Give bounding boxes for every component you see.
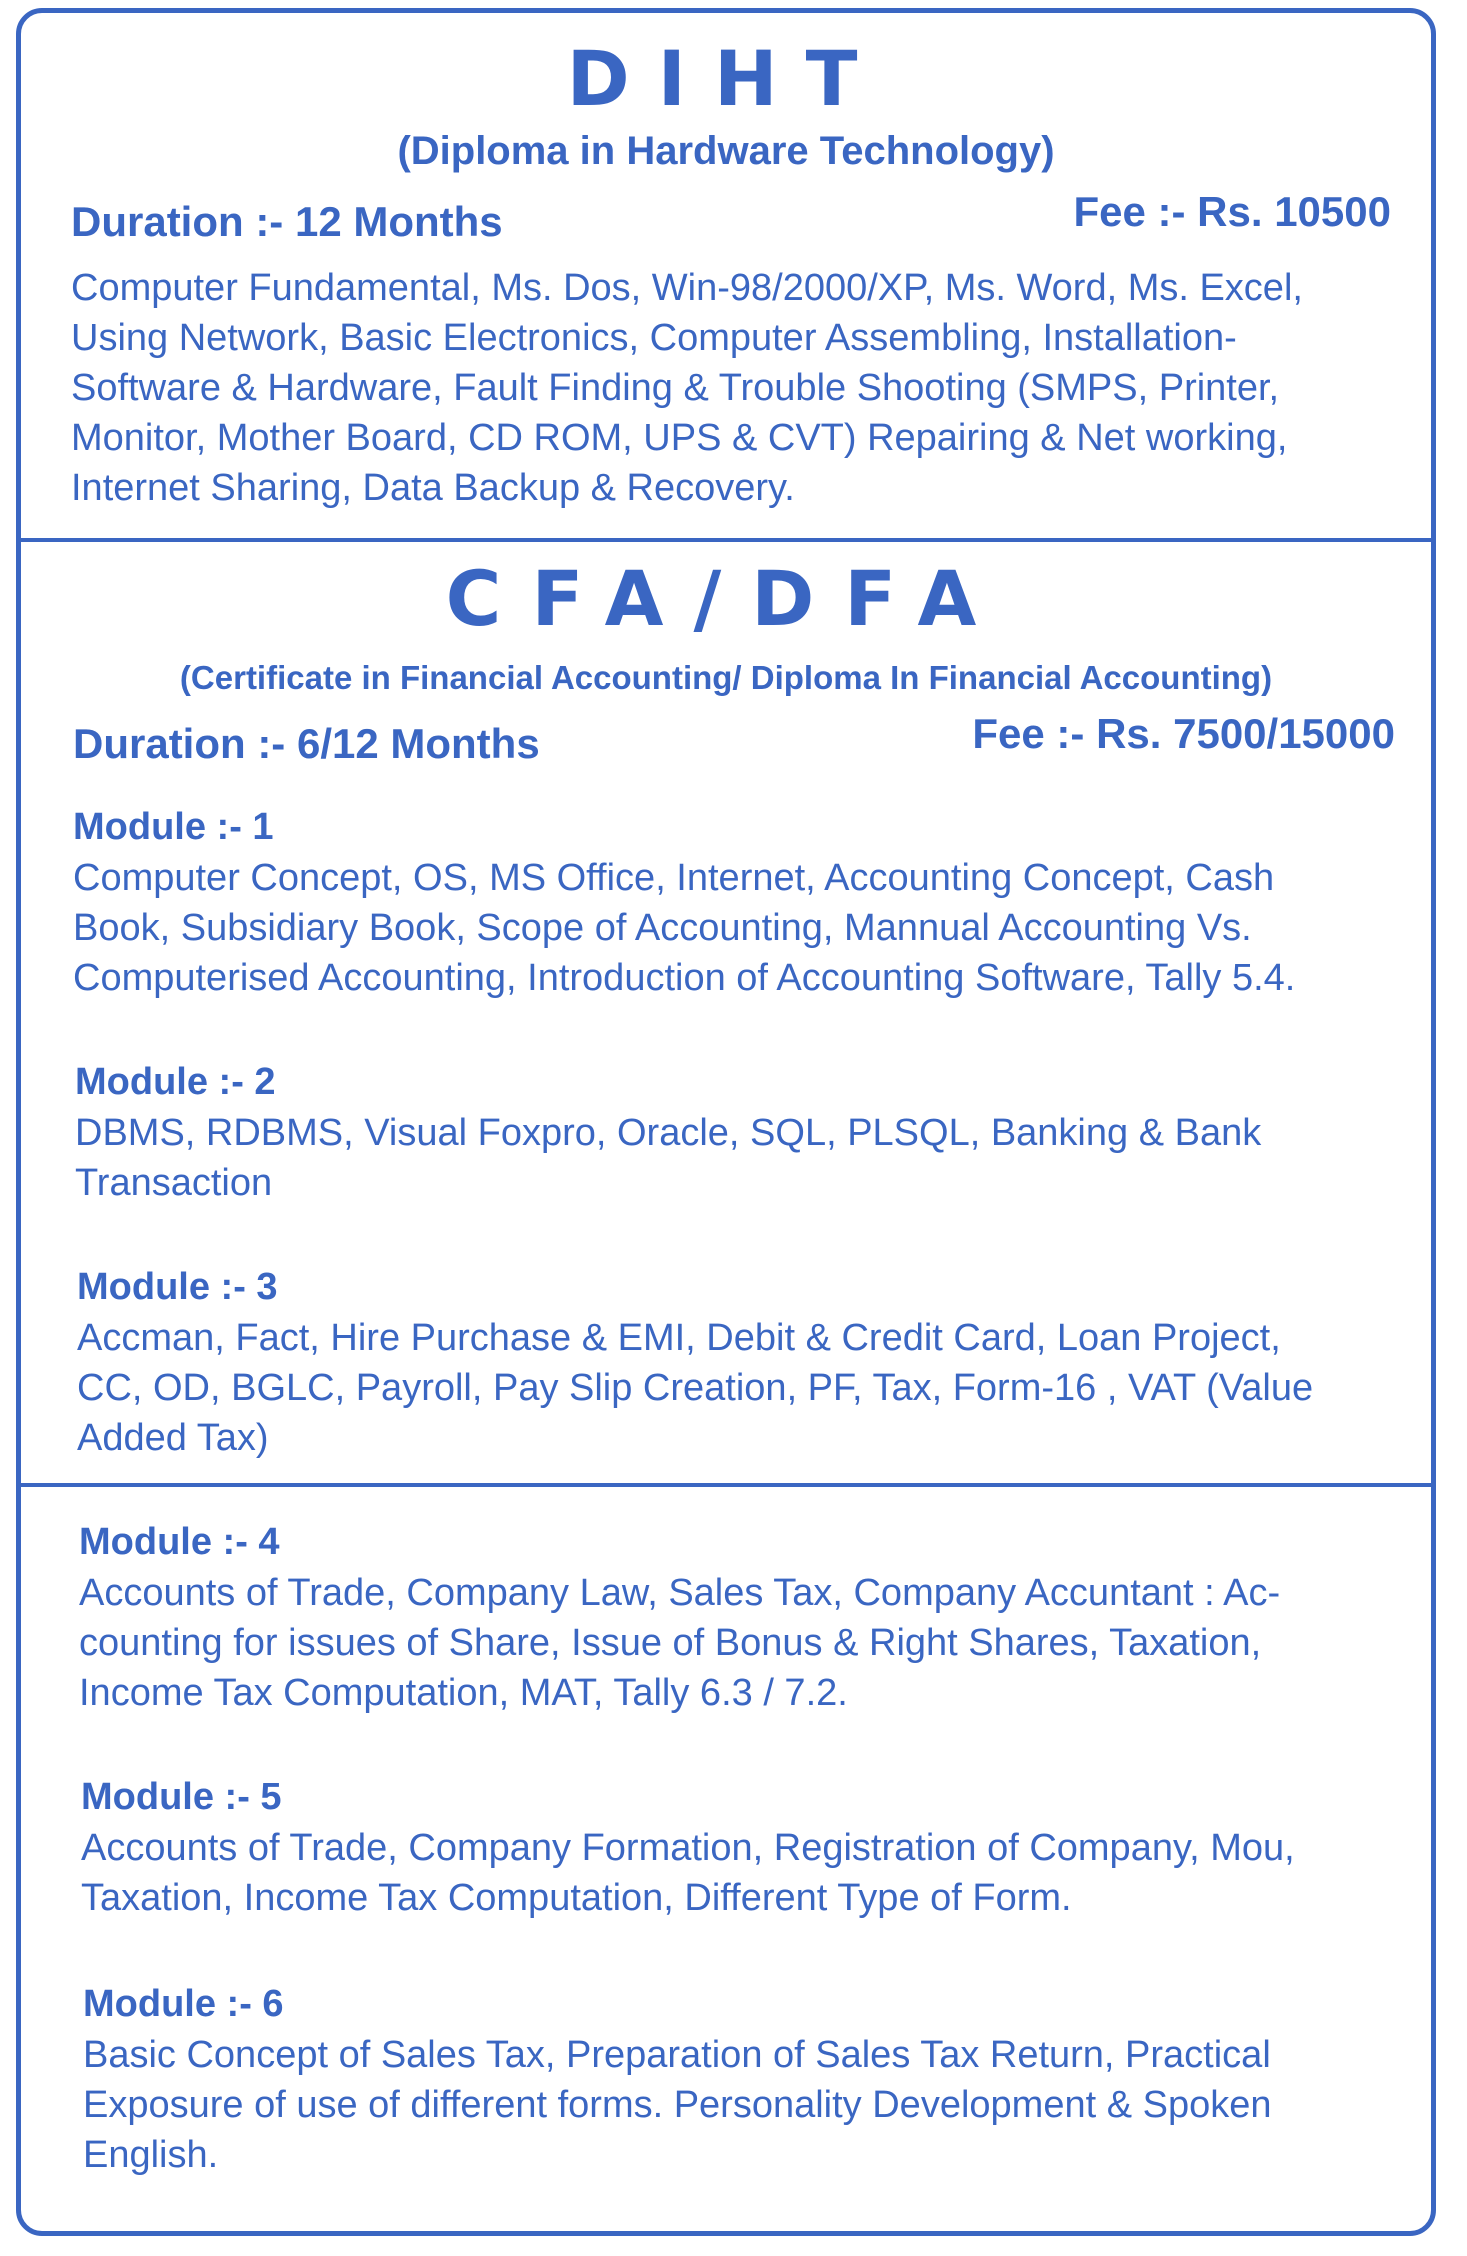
cfa-fee: Fee :- Rs. 7500/15000 (972, 710, 1395, 757)
text-line: Exposure of use of different forms. Personality Development & Spoken (83, 2084, 1272, 2126)
text-line: Taxation, Income Tax Computation, Different Type of Form. (81, 1877, 1072, 1919)
text-line: Internet Sharing, Data Backup & Recovery. (71, 467, 795, 509)
diht-subtitle: (Diploma in Hardware Technology) (397, 129, 1055, 173)
module-1-heading: Module :- 1 (73, 806, 274, 848)
module-3-description (77, 1313, 1427, 1463)
text-line: Added Tax) (77, 1417, 269, 1459)
module-4-description (79, 1568, 1429, 1718)
diht-title: DIHT (566, 34, 886, 123)
module-6-heading: Module :- 6 (83, 1983, 284, 2025)
cfa-subtitle: (Certificate in Financial Accounting/ Diploma In Financial Accounting) (179, 659, 1273, 696)
cfa-title: CFA/DFA (445, 554, 1007, 643)
text-line: Computer Fundamental, Ms. Dos, Win-98/2000/XP, Ms. Word, Ms. Excel, (71, 267, 1303, 309)
text-line: Computerised Accounting, Introduction of Accounting Software, Tally 5.4. (73, 957, 1296, 999)
text-line: English. (83, 2134, 219, 2176)
module-5-description (81, 1823, 1431, 1923)
text-line: Accounts of Trade, Company Formation, Registration of Company, Mou, (81, 1827, 1295, 1869)
text-line: Basic Concept of Sales Tax, Preparation of Sales Tax Return, Practical (83, 2034, 1271, 2076)
text-line: Using Network, Basic Electronics, Computer Assembling, Installation- (71, 317, 1237, 359)
diht-fee: Fee :- Rs. 10500 (1073, 188, 1391, 235)
module-5-heading: Module :- 5 (81, 1776, 282, 1818)
course-brochure-frame (16, 8, 1436, 2236)
section-divider (21, 538, 1431, 542)
text-line: DBMS, RDBMS, Visual Foxpro, Oracle, SQL, PLSQL, Banking & Bank (75, 1112, 1262, 1154)
cfa-duration: Duration :- 6/12 Months (73, 720, 540, 767)
text-line: CC, OD, BGLC, Payroll, Pay Slip Creation, PF, Tax, Form-16 , VAT (Value (77, 1367, 1314, 1409)
module-3-heading: Module :- 3 (77, 1266, 278, 1308)
diht-description (71, 263, 1411, 513)
module-2-description (75, 1108, 1425, 1208)
module-6-description (83, 2030, 1433, 2180)
module-4-heading: Module :- 4 (79, 1521, 280, 1563)
section-divider (21, 1483, 1431, 1487)
diht-duration: Duration :- 12 Months (71, 198, 503, 245)
module-2-heading: Module :- 2 (75, 1061, 276, 1103)
module-1-description (73, 853, 1423, 1003)
text-line: Monitor, Mother Board, CD ROM, UPS & CVT) Repairing & Net working, (71, 417, 1288, 459)
text-line: Accman, Fact, Hire Purchase & EMI, Debit & Credit Card, Loan Project, (77, 1317, 1281, 1359)
text-line: Transaction (75, 1162, 273, 1204)
text-line: Software & Hardware, Fault Finding & Trouble Shooting (SMPS, Printer, (71, 367, 1280, 409)
text-line: Computer Concept, OS, MS Office, Internet, Accounting Concept, Cash (73, 857, 1275, 899)
text-line: Book, Subsidiary Book, Scope of Accounting, Mannual Accounting Vs. (73, 907, 1252, 949)
text-line: counting for issues of Share, Issue of Bonus & Right Shares, Taxation, (79, 1622, 1262, 1664)
text-line: Income Tax Computation, MAT, Tally 6.3 / 7.2. (79, 1672, 848, 1714)
text-line: Accounts of Trade, Company Law, Sales Tax, Company Accuntant : Ac- (79, 1572, 1281, 1614)
